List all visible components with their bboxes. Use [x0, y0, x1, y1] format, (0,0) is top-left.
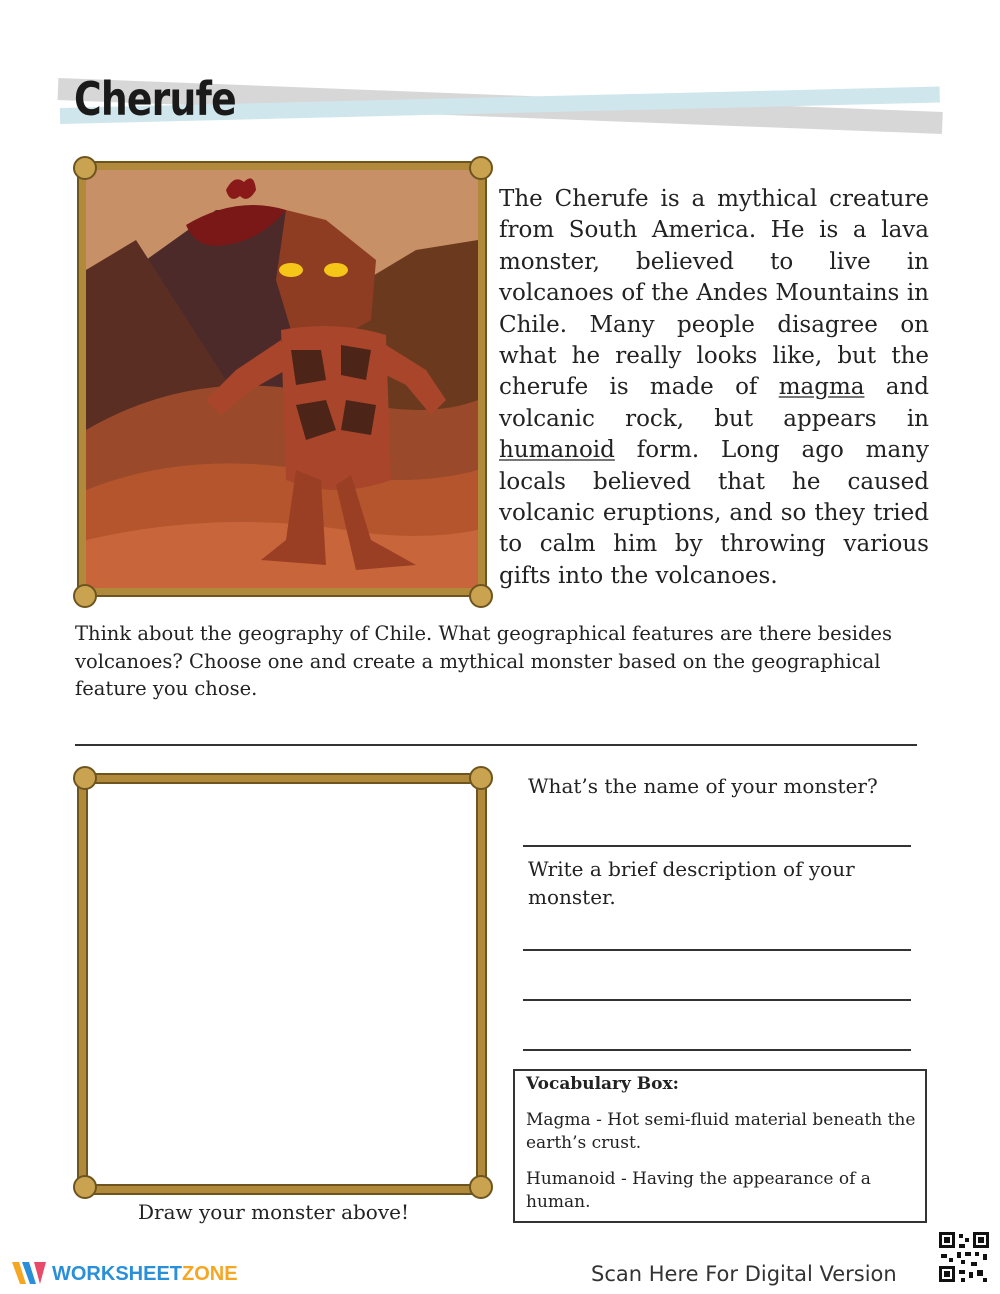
- qr-code-icon[interactable]: [937, 1230, 991, 1284]
- activity-prompt: Think about the geography of Chile. What geographical features are there besides volcanoes? Choose one and create a mythical monster based on the geographical feature you chose.: [75, 622, 892, 700]
- frame-corner-knob: [469, 766, 493, 790]
- vocabulary-definition: - Hot semi-fluid material beneath the earth’s crust.: [526, 1110, 916, 1153]
- brand-part-worksheet: WORKSHEET: [52, 1263, 182, 1285]
- vocabulary-term: Humanoid: [526, 1169, 616, 1189]
- vocabulary-term: Magma: [526, 1110, 591, 1130]
- question-monster-description: Write a brief description of your monster.: [528, 857, 855, 909]
- worksheet-zone-logo-icon: [10, 1258, 48, 1288]
- vocab-word-magma: magma: [778, 374, 865, 401]
- frame-corner-knob: [469, 584, 493, 608]
- story-text: form. Long ago many locals believed that he caused volcanic eruptions, and so they tried to calm him by throwing various gifts into the volcanoes.: [499, 437, 929, 589]
- brand-logo-text[interactable]: [52, 1263, 238, 1286]
- vocabulary-item-humanoid: [526, 1168, 921, 1214]
- frame-corner-knob: [469, 1175, 493, 1199]
- answer-line-name[interactable]: [523, 845, 911, 847]
- answer-line-description-2[interactable]: [523, 999, 911, 1001]
- frame-corner-knob: [73, 584, 97, 608]
- answer-line-description-3[interactable]: [523, 1049, 911, 1051]
- frame-corner-knob: [73, 1175, 97, 1199]
- story-text: The Cherufe is a mythical creature from South America. He is a lava monster, believed to live in volcanoes of the Andes Mountains in Chile. Many people disagree on what he really looks like, but the cherufe is made of: [499, 186, 929, 401]
- vocabulary-box-title: Vocabulary Box:: [526, 1074, 679, 1094]
- question-monster-name: What’s the name of your monster?: [528, 774, 878, 798]
- brand-part-zone: ZONE: [182, 1263, 238, 1285]
- cherufe-illustration: [86, 170, 478, 588]
- vocabulary-item-magma: [526, 1109, 921, 1155]
- drawing-frame[interactable]: [79, 775, 485, 1193]
- story-text: and volcanic rock, but appears in: [499, 374, 930, 432]
- story-paragraph: [499, 184, 929, 592]
- answer-line-description-1[interactable]: [523, 949, 911, 951]
- frame-corner-knob: [73, 766, 97, 790]
- scan-instruction: Scan Here For Digital Version: [591, 1262, 897, 1286]
- vocab-word-humanoid: humanoid: [499, 437, 615, 464]
- frame-corner-knob: [469, 156, 493, 180]
- draw-caption: Draw your monster above!: [138, 1200, 410, 1224]
- answer-line[interactable]: [75, 744, 917, 746]
- frame-corner-knob: [73, 156, 97, 180]
- page-title: Cherufe: [74, 72, 236, 126]
- illustration-frame: [79, 163, 485, 595]
- vocabulary-definition: - Having the appearance of a human.: [526, 1169, 871, 1212]
